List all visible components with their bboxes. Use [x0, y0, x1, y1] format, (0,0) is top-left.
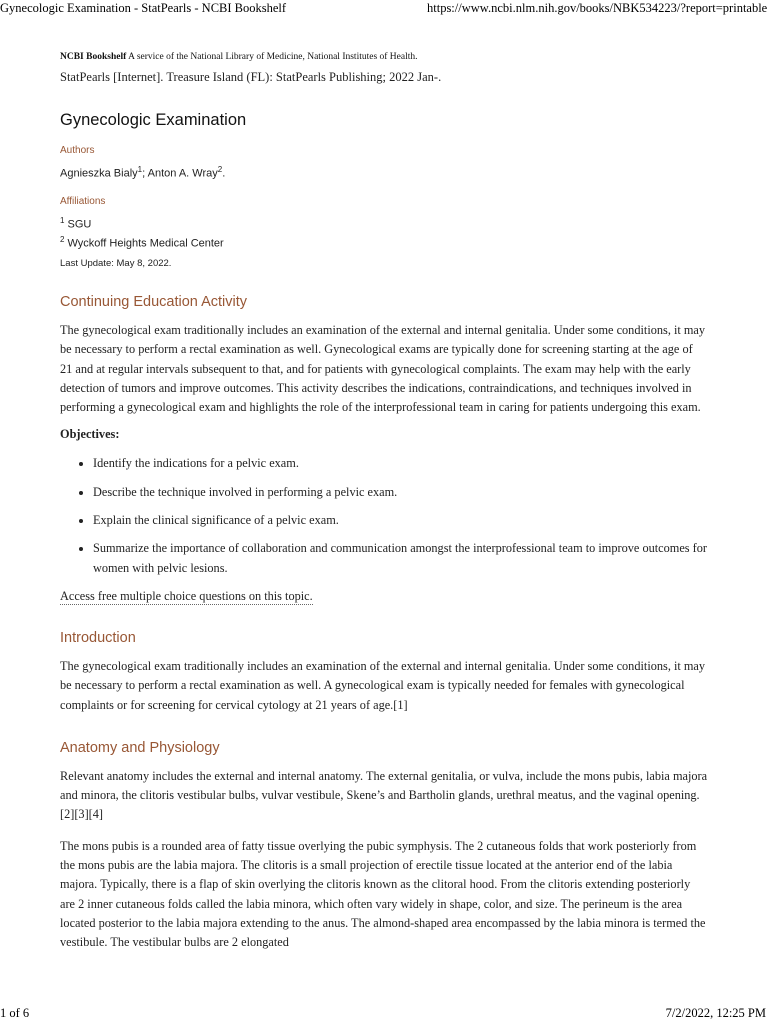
author-name[interactable]: Agnieszka Bialy — [60, 167, 138, 180]
author-name[interactable]: Anton A. Wray — [147, 167, 218, 180]
author-separator: ; — [142, 167, 148, 180]
objectives-list — [60, 454, 708, 577]
objectives-label: Objectives: — [60, 427, 120, 442]
anatomy-paragraph: The mons pubis is a rounded area of fatty tissue overlying the pubic symphysis. The 2 cutaneous folds that work posteriorly from the mons pubis are the labia majora. The clitoris is a small projection of erectile tissue located at the anterior end of the labia majora. Typically, there is a flap of skin overlying the clitoris known as the clitoral hood. From the clitoris extending posteriorly are 2 inner cutaneous folds called the labia minora, which often vary widely in shape, color, and size. The perineum is the area located posterior to the labia majora extending to the anus. The almond-shaped area encompassed by the labia minora is termed the vestibule. The vestibular bulbs are 2 elongated — [60, 838, 706, 950]
mcq-access-link[interactable]: Access free multiple choice questions on this topic. — [60, 588, 313, 603]
page-count: 1 of 6 — [0, 1006, 30, 1020]
authors-list — [60, 162, 708, 182]
bookshelf-description: A service of the National Library of Medicine, National Institutes of Health. — [128, 52, 418, 62]
affiliation-name: SGU — [67, 218, 92, 231]
list-item: • Describe the technique involved in performing a pelvic exam. — [93, 483, 708, 502]
list-item: • Identify the indications for a pelvic exam. — [93, 454, 708, 473]
author-affiliation-ref[interactable]: 1 — [137, 165, 143, 174]
affiliation-number: 1 — [60, 215, 65, 225]
section-heading-ce: Continuing Education Activity — [60, 293, 247, 310]
affiliations-list — [60, 213, 708, 252]
author-affiliation-ref[interactable]: 2 — [217, 165, 223, 174]
author-separator: . — [222, 167, 226, 180]
intro-paragraph: The gynecological exam traditionally includes an examination of the external and internal genitalia. Under some conditions, it may be necessary to perform a rectal examination as well. A gynecological exam is typically needed for females with gynecological complaints or for screening for cervical cytology at 21 years of age.[1] — [60, 658, 706, 712]
bookshelf-banner — [60, 52, 708, 68]
section-heading-anatomy: Anatomy and Physiology — [60, 739, 220, 756]
affiliations-label: Affiliations — [60, 195, 106, 207]
article-title: Gynecologic Examination — [60, 111, 247, 129]
authors-label: Authors — [60, 145, 95, 156]
print-footer — [0, 1002, 768, 1024]
print-datetime: 7/2/2022, 12:25 PM — [665, 1006, 766, 1020]
ce-paragraph: The gynecological exam traditionally includes an examination of the external and internal genitalia. Under some conditions, it may be necessary to perform a rectal examination as well. Gynecological exams are typically done for screening starting at the age of 21 and at regular intervals subsequent to that, and for patients with gynecological complaints. The exam may help with the early detection of tumors and improve outcomes. This activity describes the indications, contraindications, and techniques involved in performing a gynecological exam and highlights the role of the interprofessional team in caring for patients undergoing this exam. — [60, 322, 706, 415]
page-url: https://www.ncbi.nlm.nih.gov/books/NBK534223/?report=printable — [427, 1, 768, 15]
affiliation-number: 2 — [60, 235, 65, 245]
last-update: Last Update: May 8, 2022. — [60, 257, 172, 269]
section-heading-introduction: Introduction — [60, 629, 136, 646]
print-header — [0, 0, 768, 20]
citation: StatPearls [Internet]. Treasure Island (FL): StatPearls Publishing; 2022 Jan-. — [60, 70, 442, 84]
page-title-header: Gynecologic Examination - StatPearls - NCBI Bookshelf — [0, 1, 287, 15]
list-item: • Explain the clinical significance of a pelvic exam. — [93, 511, 708, 530]
affiliation-name: Wyckoff Heights Medical Center — [67, 237, 224, 250]
article-content — [60, 52, 708, 953]
anatomy-paragraph: Relevant anatomy includes the external and internal anatomy. The external genitalia, or vulva, include the mons pubis, labia majora and minora, the clitoris vestibular bulbs, vulvar vestibule, Skene’s and Bartholin glands, urethral meatus, and the vaginal opening.[2][3][4] — [60, 768, 708, 822]
list-item: • Summarize the importance of collaboration and communication amongst the interprofessional team to improve outcomes for women with pelvic lesions. — [93, 539, 708, 578]
bookshelf-name: NCBI Bookshelf — [60, 52, 127, 62]
